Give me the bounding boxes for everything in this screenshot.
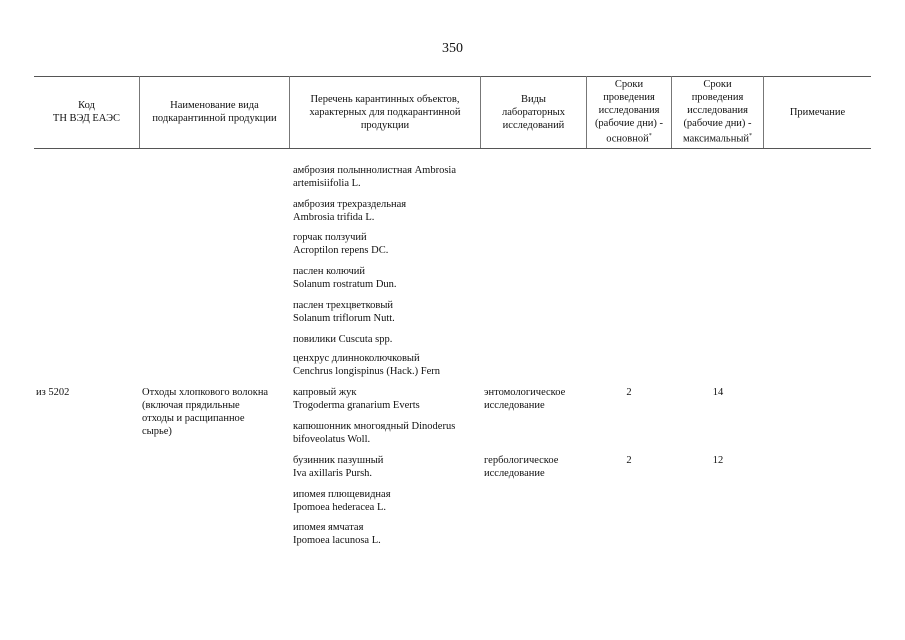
study-term-main: 2 [626, 455, 632, 466]
pest-item: ценхрус длинноколючковый Cenchrus longispinus (Hack.) Fern [293, 353, 440, 377]
study-type: гербологическое исследование [484, 455, 559, 479]
study-term-max: 14 [712, 387, 724, 398]
page-number: 350 [442, 41, 463, 56]
study-term-main: 2 [626, 387, 632, 398]
column-header-lab-studies: Виды лабораторных исследований [501, 93, 565, 131]
study-type: энтомологическое исследование [484, 387, 566, 411]
column-header-term-main: Сроки проведения исследования (рабочие дни) - основной* [594, 79, 664, 145]
column-header-term-max: Сроки проведения исследования (рабочие дни) - максимальный* [683, 79, 752, 145]
pest-item: капюшонник многоядный Dinoderus bifoveolatus Woll. [293, 421, 456, 445]
column-header-code: Код ТН ВЭД ЕАЭС [52, 100, 121, 124]
pest-item: амброзия полыннолистная Ambrosia artemisiifolia L. [293, 165, 456, 189]
column-header-product: Наименование вида подкарантинной продукции [152, 100, 277, 124]
pest-item: повилики Cuscuta spp. [293, 334, 393, 345]
pest-item: ипомея ямчатая Ipomoea lacunosa L. [293, 522, 381, 546]
header-bottom-border [34, 148, 871, 149]
pest-item: паслен колючий Solanum rostratum Dun. [293, 266, 397, 290]
pest-item: амброзия трехраздельная Ambrosia trifida L. [293, 199, 407, 223]
pest-item: горчак ползучий Acroptilon repens DC. [293, 232, 389, 256]
product-code: из 5202 [36, 387, 70, 398]
pest-item: бузинник пазушный Iva axillaris Pursh. [293, 455, 384, 479]
column-header-quarantine-objects: Перечень карантинных объектов, характерных для подкарантинной продукции [309, 93, 461, 131]
product-name: Отходы хлопкового волокна (включая прядильные отходы и расщипанное сырье) [142, 387, 269, 437]
study-term-max: 12 [712, 455, 724, 466]
column-header-note: Примечание [789, 106, 846, 118]
pest-item: капровый жук Trogoderma granarium Everts [293, 387, 420, 411]
pest-item: ипомея плющевидная Ipomoea hederacea L. [293, 489, 391, 513]
pest-item: паслен трехцветковый Solanum triflorum Nutt. [293, 300, 395, 324]
